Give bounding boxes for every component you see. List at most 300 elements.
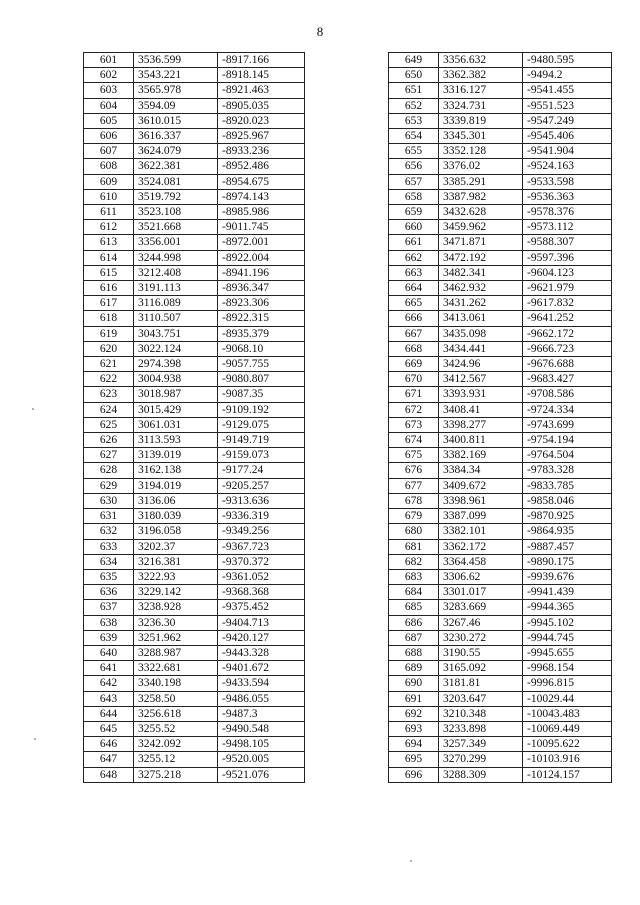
x-coordinate-cell: 3409.672 [439,478,523,493]
point-number-cell: 622 [84,372,134,387]
y-coordinate-cell: -9621.979 [523,281,612,296]
x-coordinate-cell: 3139.019 [134,448,218,463]
table-row [389,630,612,645]
table-row [84,569,305,584]
y-coordinate-cell: -8905.035 [218,98,305,113]
point-number-cell: 681 [389,539,439,554]
point-number-cell: 636 [84,585,134,600]
x-coordinate-cell: 3022.124 [134,341,218,356]
y-coordinate-cell: -10069.449 [523,721,612,736]
y-coordinate-cell: -8936.347 [218,281,305,296]
table-row [84,250,305,265]
point-number-cell: 694 [389,737,439,752]
point-number-cell: 661 [389,235,439,250]
table-row [389,493,612,508]
y-coordinate-cell: -9533.598 [523,174,612,189]
table-row [389,767,612,782]
y-coordinate-cell: -9494.2 [523,68,612,83]
x-coordinate-cell: 3255.52 [134,721,218,736]
coordinates-table-left [83,52,305,783]
y-coordinate-cell: -9864.935 [523,524,612,539]
x-coordinate-cell: 3340.198 [134,676,218,691]
x-coordinate-cell: 3229.142 [134,585,218,600]
x-coordinate-cell: 3244.998 [134,250,218,265]
point-number-cell: 683 [389,569,439,584]
x-coordinate-cell: 3191.113 [134,281,218,296]
y-coordinate-cell: -9159.073 [218,448,305,463]
y-coordinate-cell: -9011.745 [218,220,305,235]
point-number-cell: 638 [84,615,134,630]
y-coordinate-cell: -8954.675 [218,174,305,189]
table-row [84,585,305,600]
point-number-cell: 619 [84,326,134,341]
scan-speck [32,408,34,410]
y-coordinate-cell: -9783.328 [523,463,612,478]
table-row [389,752,612,767]
y-coordinate-cell: -9945.102 [523,615,612,630]
x-coordinate-cell: 3393.931 [439,387,523,402]
table-row [84,113,305,128]
table-row [389,539,612,554]
y-coordinate-cell: -9870.925 [523,509,612,524]
table-row [389,159,612,174]
table-row [84,341,305,356]
table-row [84,645,305,660]
y-coordinate-cell: -9367.723 [218,539,305,554]
point-number-cell: 605 [84,113,134,128]
point-number-cell: 659 [389,205,439,220]
x-coordinate-cell: 3288.987 [134,645,218,660]
y-coordinate-cell: -8941.196 [218,265,305,280]
x-coordinate-cell: 3136.06 [134,493,218,508]
table-row [389,372,612,387]
y-coordinate-cell: -9368.368 [218,585,305,600]
y-coordinate-cell: -9945.655 [523,645,612,660]
x-coordinate-cell: 3190.55 [439,645,523,660]
point-number-cell: 658 [389,189,439,204]
table-row [84,509,305,524]
point-number-cell: 665 [389,296,439,311]
x-coordinate-cell: 3610.015 [134,113,218,128]
point-number-cell: 629 [84,478,134,493]
x-coordinate-cell: 3523.108 [134,205,218,220]
x-coordinate-cell: 3196.058 [134,524,218,539]
point-number-cell: 632 [84,524,134,539]
y-coordinate-cell: -9578.376 [523,205,612,220]
table-row [84,448,305,463]
y-coordinate-cell: -9205.257 [218,478,305,493]
table-row [389,220,612,235]
x-coordinate-cell: 3316.127 [439,83,523,98]
y-coordinate-cell: -9890.175 [523,554,612,569]
scan-speck [410,860,412,862]
table-row [84,417,305,432]
x-coordinate-cell: 3382.101 [439,524,523,539]
table-row [389,205,612,220]
point-number-cell: 615 [84,265,134,280]
table-row [389,311,612,326]
table-row [389,600,612,615]
y-coordinate-cell: -9617.832 [523,296,612,311]
y-coordinate-cell: -8922.004 [218,250,305,265]
y-coordinate-cell: -9944.745 [523,630,612,645]
y-coordinate-cell: -9486.055 [218,691,305,706]
point-number-cell: 645 [84,721,134,736]
table-row [84,524,305,539]
point-number-cell: 666 [389,311,439,326]
x-coordinate-cell: 3194.019 [134,478,218,493]
x-coordinate-cell: 3362.172 [439,539,523,554]
x-coordinate-cell: 3275.218 [134,767,218,782]
y-coordinate-cell: -9401.672 [218,661,305,676]
point-number-cell: 696 [389,767,439,782]
table-row [84,554,305,569]
point-number-cell: 674 [389,433,439,448]
point-number-cell: 626 [84,433,134,448]
point-number-cell: 607 [84,144,134,159]
point-number-cell: 650 [389,68,439,83]
x-coordinate-cell: 3387.982 [439,189,523,204]
point-number-cell: 688 [389,645,439,660]
x-coordinate-cell: 3616.337 [134,129,218,144]
y-coordinate-cell: -9724.334 [523,402,612,417]
table-row [84,205,305,220]
table-row [84,372,305,387]
point-number-cell: 663 [389,265,439,280]
table-row [389,463,612,478]
x-coordinate-cell: 3212.408 [134,265,218,280]
point-number-cell: 618 [84,311,134,326]
y-coordinate-cell: -8933.236 [218,144,305,159]
table-row [84,174,305,189]
y-coordinate-cell: -9336.319 [218,509,305,524]
table-row [84,357,305,372]
x-coordinate-cell: 3288.309 [439,767,523,782]
point-number-cell: 602 [84,68,134,83]
table-row [389,721,612,736]
y-coordinate-cell: -9375.452 [218,600,305,615]
point-number-cell: 687 [389,630,439,645]
y-coordinate-cell: -9944.365 [523,600,612,615]
point-number-cell: 686 [389,615,439,630]
y-coordinate-cell: -9487.3 [218,706,305,721]
point-number-cell: 646 [84,737,134,752]
table-row [84,661,305,676]
x-coordinate-cell: 3113.593 [134,433,218,448]
table-row [389,129,612,144]
point-number-cell: 662 [389,250,439,265]
y-coordinate-cell: -9541.455 [523,83,612,98]
table-row [84,159,305,174]
y-coordinate-cell: -9536.363 [523,189,612,204]
y-coordinate-cell: -8985.986 [218,205,305,220]
point-number-cell: 693 [389,721,439,736]
table-row [84,478,305,493]
table-row [84,630,305,645]
table-row [389,691,612,706]
table-row [389,53,612,68]
x-coordinate-cell: 3110.507 [134,311,218,326]
x-coordinate-cell: 3398.277 [439,417,523,432]
y-coordinate-cell: -9666.723 [523,341,612,356]
x-coordinate-cell: 3202.37 [134,539,218,554]
point-number-cell: 611 [84,205,134,220]
table-row [389,433,612,448]
x-coordinate-cell: 3043.751 [134,326,218,341]
x-coordinate-cell: 3283.669 [439,600,523,615]
x-coordinate-cell: 3162.138 [134,463,218,478]
table-row [389,189,612,204]
x-coordinate-cell: 3387.099 [439,509,523,524]
x-coordinate-cell: 3356.632 [439,53,523,68]
table-row [389,585,612,600]
table-row [389,645,612,660]
table-row [389,402,612,417]
x-coordinate-cell: 3352.128 [439,144,523,159]
y-coordinate-cell: -9662.172 [523,326,612,341]
x-coordinate-cell: 3431.262 [439,296,523,311]
table-row [389,478,612,493]
point-number-cell: 627 [84,448,134,463]
x-coordinate-cell: 3424.96 [439,357,523,372]
point-number-cell: 678 [389,493,439,508]
y-coordinate-cell: -9080.807 [218,372,305,387]
table-row [389,661,612,676]
y-coordinate-cell: -9149.719 [218,433,305,448]
y-coordinate-cell: -9858.046 [523,493,612,508]
y-coordinate-cell: -9588.307 [523,235,612,250]
point-number-cell: 655 [389,144,439,159]
x-coordinate-cell: 3519.792 [134,189,218,204]
point-number-cell: 654 [389,129,439,144]
table-row [389,676,612,691]
y-coordinate-cell: -8923.306 [218,296,305,311]
table-row [84,311,305,326]
table-row [389,357,612,372]
x-coordinate-cell: 3435.098 [439,326,523,341]
x-coordinate-cell: 3222.93 [134,569,218,584]
table-row [84,433,305,448]
point-number-cell: 620 [84,341,134,356]
table-row [84,281,305,296]
y-coordinate-cell: -9057.755 [218,357,305,372]
y-coordinate-cell: -9370.372 [218,554,305,569]
x-coordinate-cell: 3362.382 [439,68,523,83]
table-row [84,220,305,235]
table-row [389,554,612,569]
x-coordinate-cell: 3004.938 [134,372,218,387]
x-coordinate-cell: 3255.12 [134,752,218,767]
y-coordinate-cell: -9676.688 [523,357,612,372]
y-coordinate-cell: -8917.166 [218,53,305,68]
x-coordinate-cell: 3524.081 [134,174,218,189]
x-coordinate-cell: 3306.62 [439,569,523,584]
x-coordinate-cell: 3413.061 [439,311,523,326]
y-coordinate-cell: -9490.548 [218,721,305,736]
point-number-cell: 673 [389,417,439,432]
point-number-cell: 680 [389,524,439,539]
point-number-cell: 630 [84,493,134,508]
point-number-cell: 689 [389,661,439,676]
point-number-cell: 652 [389,98,439,113]
point-number-cell: 621 [84,357,134,372]
y-coordinate-cell: -8921.463 [218,83,305,98]
x-coordinate-cell: 3301.017 [439,585,523,600]
y-coordinate-cell: -9498.105 [218,737,305,752]
x-coordinate-cell: 3462.932 [439,281,523,296]
table-row [389,524,612,539]
x-coordinate-cell: 3165.092 [439,661,523,676]
x-coordinate-cell: 3230.272 [439,630,523,645]
y-coordinate-cell: -9087.35 [218,387,305,402]
point-number-cell: 625 [84,417,134,432]
point-number-cell: 690 [389,676,439,691]
y-coordinate-cell: -9573.112 [523,220,612,235]
y-coordinate-cell: -9443.328 [218,645,305,660]
table-row [84,737,305,752]
table-row [84,68,305,83]
x-coordinate-cell: 3015.429 [134,402,218,417]
scan-speck [34,738,36,740]
table-row [84,706,305,721]
point-number-cell: 653 [389,113,439,128]
table-row [389,569,612,584]
table-row [84,493,305,508]
point-number-cell: 606 [84,129,134,144]
point-number-cell: 603 [84,83,134,98]
x-coordinate-cell: 3233.898 [439,721,523,736]
table-row [84,235,305,250]
x-coordinate-cell: 3356.001 [134,235,218,250]
table-row [389,250,612,265]
table-row [389,98,612,113]
y-coordinate-cell: -10103.916 [523,752,612,767]
table-row [389,144,612,159]
point-number-cell: 664 [389,281,439,296]
point-number-cell: 641 [84,661,134,676]
point-number-cell: 660 [389,220,439,235]
y-coordinate-cell: -9480.595 [523,53,612,68]
point-number-cell: 676 [389,463,439,478]
point-number-cell: 623 [84,387,134,402]
x-coordinate-cell: 3565.978 [134,83,218,98]
y-coordinate-cell: -8974.143 [218,189,305,204]
table-row [84,463,305,478]
table-row [84,83,305,98]
point-number-cell: 604 [84,98,134,113]
table-row [389,235,612,250]
y-coordinate-cell: -9313.636 [218,493,305,508]
y-coordinate-cell: -10124.157 [523,767,612,782]
point-number-cell: 679 [389,509,439,524]
y-coordinate-cell: -9129.075 [218,417,305,432]
table-row [84,539,305,554]
y-coordinate-cell: -9433.594 [218,676,305,691]
y-coordinate-cell: -10043.483 [523,706,612,721]
x-coordinate-cell: 3432.628 [439,205,523,220]
x-coordinate-cell: 3622.381 [134,159,218,174]
y-coordinate-cell: -9520.005 [218,752,305,767]
table-row [84,402,305,417]
x-coordinate-cell: 3180.039 [134,509,218,524]
table-row [389,68,612,83]
x-coordinate-cell: 3459.962 [439,220,523,235]
x-coordinate-cell: 3364.458 [439,554,523,569]
y-coordinate-cell: -9524.163 [523,159,612,174]
y-coordinate-cell: -9968.154 [523,661,612,676]
table-row [84,296,305,311]
x-coordinate-cell: 3270.299 [439,752,523,767]
table-row [389,265,612,280]
x-coordinate-cell: 3412.567 [439,372,523,387]
table-row [84,189,305,204]
y-coordinate-cell: -9754.194 [523,433,612,448]
x-coordinate-cell: 3536.599 [134,53,218,68]
point-number-cell: 691 [389,691,439,706]
table-row [389,509,612,524]
y-coordinate-cell: -9941.439 [523,585,612,600]
point-number-cell: 642 [84,676,134,691]
y-coordinate-cell: -9597.396 [523,250,612,265]
point-number-cell: 670 [389,372,439,387]
point-number-cell: 651 [389,83,439,98]
table-row [389,737,612,752]
x-coordinate-cell: 3482.341 [439,265,523,280]
x-coordinate-cell: 3251.962 [134,630,218,645]
x-coordinate-cell: 3210.348 [439,706,523,721]
x-coordinate-cell: 3472.192 [439,250,523,265]
table-row [84,600,305,615]
y-coordinate-cell: -9708.586 [523,387,612,402]
point-number-cell: 648 [84,767,134,782]
x-coordinate-cell: 3521.668 [134,220,218,235]
y-coordinate-cell: -9404.713 [218,615,305,630]
x-coordinate-cell: 3345.301 [439,129,523,144]
coordinates-table-right [388,52,612,783]
point-number-cell: 643 [84,691,134,706]
x-coordinate-cell: 3408.41 [439,402,523,417]
x-coordinate-cell: 3543.221 [134,68,218,83]
point-number-cell: 657 [389,174,439,189]
y-coordinate-cell: -9551.523 [523,98,612,113]
x-coordinate-cell: 3384.34 [439,463,523,478]
point-number-cell: 695 [389,752,439,767]
point-number-cell: 668 [389,341,439,356]
table-row [84,144,305,159]
y-coordinate-cell: -8952.486 [218,159,305,174]
point-number-cell: 671 [389,387,439,402]
x-coordinate-cell: 3376.02 [439,159,523,174]
y-coordinate-cell: -9887.457 [523,539,612,554]
table-row [84,53,305,68]
table-row [389,417,612,432]
x-coordinate-cell: 3216.381 [134,554,218,569]
point-number-cell: 647 [84,752,134,767]
point-number-cell: 682 [389,554,439,569]
point-number-cell: 617 [84,296,134,311]
point-number-cell: 601 [84,53,134,68]
table-row [84,767,305,782]
x-coordinate-cell: 3400.811 [439,433,523,448]
x-coordinate-cell: 3594.09 [134,98,218,113]
point-number-cell: 640 [84,645,134,660]
table-row [389,281,612,296]
x-coordinate-cell: 3256.618 [134,706,218,721]
page-number: 8 [316,24,324,39]
table-row [84,129,305,144]
point-number-cell: 644 [84,706,134,721]
point-number-cell: 667 [389,326,439,341]
